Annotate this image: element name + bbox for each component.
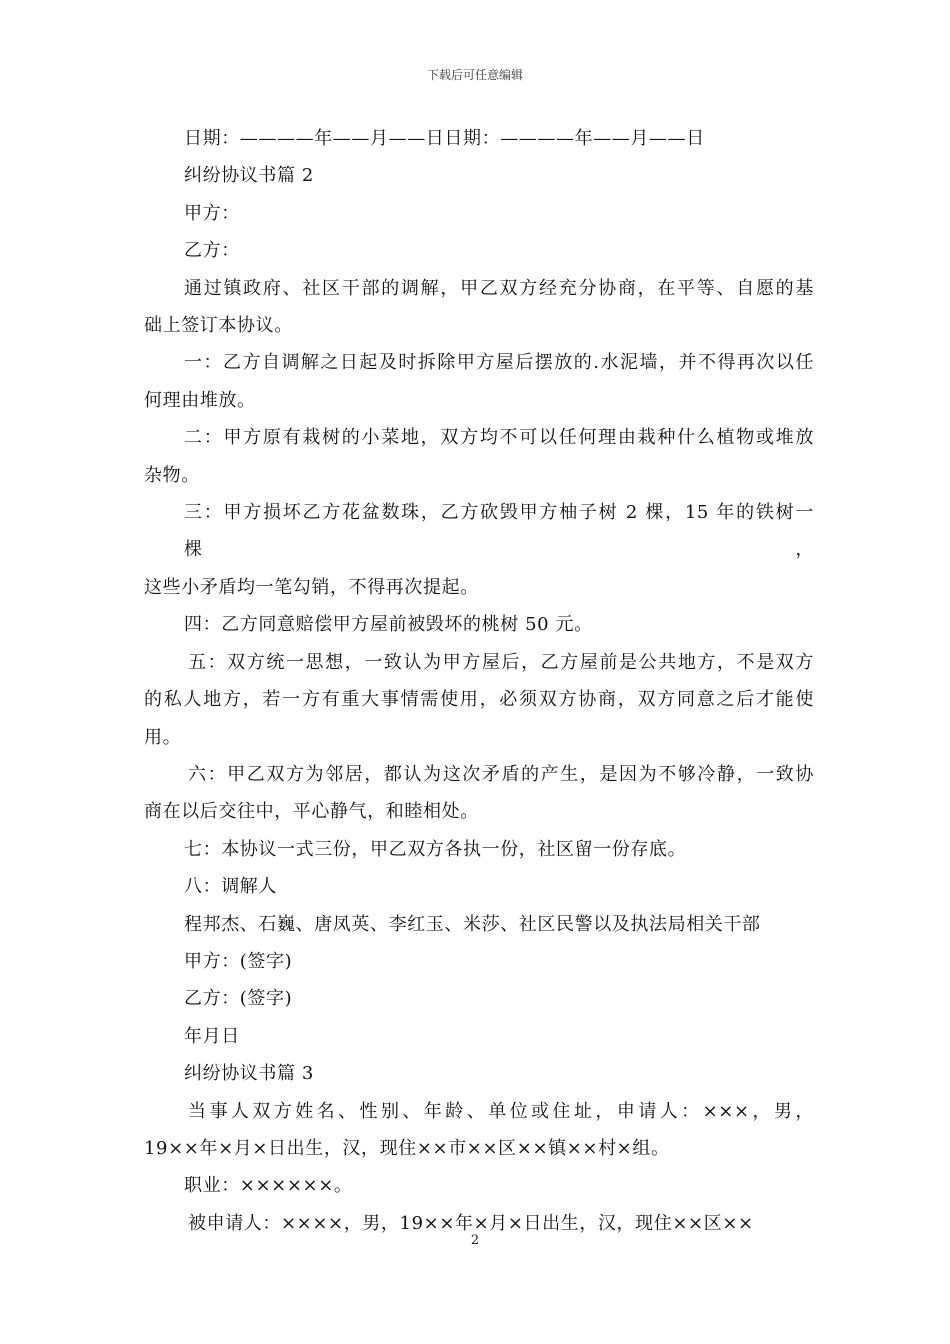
clause-5-line: 五：双方统一思想，一致认为甲方屋后，乙方屋前是公共地方，不是双方 <box>188 651 814 673</box>
signature-party-b: 乙方：(签字) <box>184 988 293 1010</box>
clause-3-line: 这些小矛盾均一笔勾销，不得再次提起。 <box>144 576 479 598</box>
clause-8-line: 八：调解人 <box>184 876 277 898</box>
clause-3-line: 三：甲方损坏乙方花盆数珠，乙方砍毁甲方柚子树 2 棵，15 年的铁树一棵， <box>184 502 814 561</box>
page-header: 下载后可任意编辑 <box>426 68 523 82</box>
date-line: 日期：————年——月——日日期：————年——月——日 <box>184 128 705 149</box>
document-body <box>144 120 814 1242</box>
parties-info-line: 当事人双方姓名、性别、年龄、单位或住址，申请人：×××，男， <box>188 1100 814 1122</box>
clause-7-line: 七：本协议一式三份，甲乙双方各执一份，社区留一份存底。 <box>184 838 687 860</box>
clause-2-line: 二：甲方原有栽树的小菜地，双方均不可以任何理由栽种什么植物或堆放 <box>184 427 814 449</box>
clause-6-line: 六：甲乙双方为邻居，都认为这次矛盾的产生，是因为不够冷静，一致协 <box>188 763 814 785</box>
page-number: 2 <box>470 1233 480 1248</box>
section-title-2: 纠纷协议书篇 2 <box>184 165 314 187</box>
clause-4-line: 四：乙方同意赔偿甲方屋前被毁坏的桃树 50 元。 <box>184 614 593 636</box>
occupation-line: 职业：××××××。 <box>184 1175 353 1197</box>
respondent-line: 被申请人：××××，男，19××年×月×日出生，汉，现住××区×× <box>188 1212 754 1234</box>
paragraph-line: 础上签订本协议。 <box>144 315 293 337</box>
date-placeholder: 年月日 <box>184 1025 240 1047</box>
party-a-line: 甲方： <box>184 202 240 224</box>
signature-party-a: 甲方：(签字) <box>184 950 293 972</box>
clause-5-line: 的私人地方，若一方有重大事情需使用，必须双方协商，双方同意之后才能使 <box>144 689 814 711</box>
section-title-3: 纠纷协议书篇 3 <box>184 1063 314 1085</box>
mediators-line: 程邦杰、石巍、唐凤英、李红玉、米莎、社区民警以及执法局相关干部 <box>184 913 761 935</box>
parties-info-line: 19××年×月×日出生，汉，现住××市××区××镇××村×组。 <box>144 1137 670 1159</box>
party-b-line: 乙方： <box>184 240 240 262</box>
paragraph-line: 通过镇政府、社区干部的调解，甲乙双方经充分协商，在平等、自愿的基 <box>184 277 814 299</box>
clause-2-line: 杂物。 <box>144 464 200 486</box>
clause-6-line: 商在以后交往中，平心静气，和睦相处。 <box>144 801 479 823</box>
clause-5-line: 用。 <box>144 726 182 748</box>
clause-1-line: 一：乙方自调解之日起及时拆除甲方屋后摆放的.水泥墙，并不得再次以任 <box>184 352 814 374</box>
clause-1-line: 何理由堆放。 <box>144 389 256 411</box>
